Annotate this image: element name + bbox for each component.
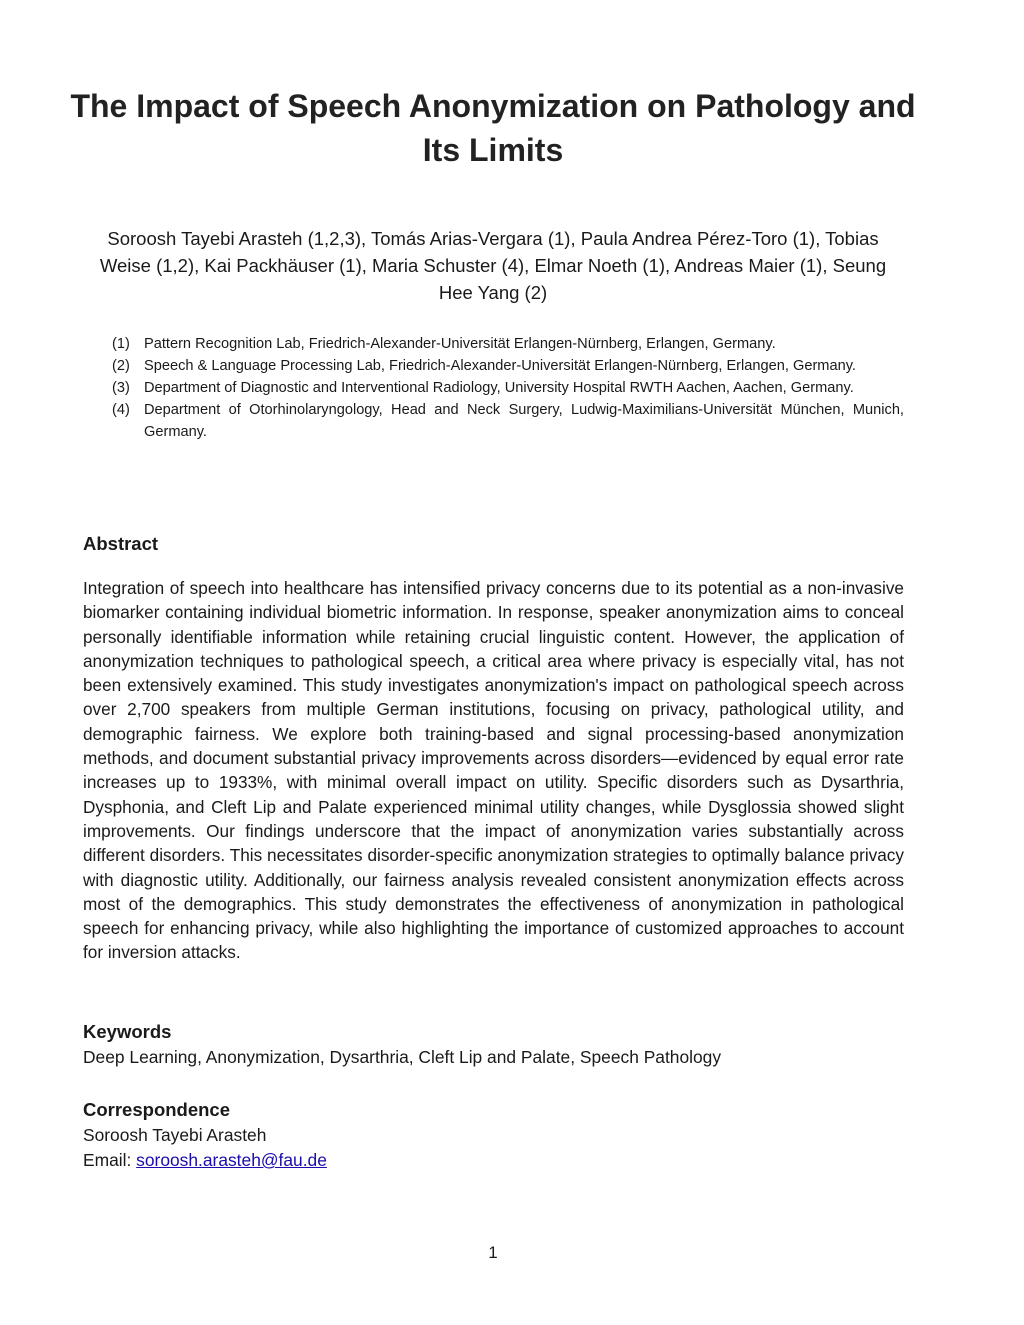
author-list: Soroosh Tayebi Arasteh (1,2,3), Tomás Arias-Vergara (1), Paula Andrea Pérez-Toro (1), Tobias Weise (1,2), Kai Packhäuser (1), Maria Schuster (4), Elmar Noeth (1), Andreas Maier (1), Seung Hee Yang (2) (99, 228, 887, 303)
affiliation-text: Department of Otorhinolaryngology, Head and Neck Surgery, Ludwig-Maximilians-Universität München, Munich, Germany. (144, 402, 904, 440)
keywords-heading: Keywords (83, 1021, 172, 1042)
affiliation-list (112, 333, 904, 443)
affiliation-item (112, 355, 904, 377)
correspondence-email-line (83, 1148, 327, 1172)
affiliation-number: (1) (112, 336, 130, 352)
page-number: 1 (488, 1243, 498, 1262)
email-link[interactable]: soroosh.arasteh@fau.de (136, 1150, 327, 1170)
affiliation-number: (4) (112, 402, 130, 418)
affiliation-number: (2) (112, 358, 130, 374)
affiliation-number: (3) (112, 380, 130, 396)
keywords-text: Deep Learning, Anonymization, Dysarthria, Cleft Lip and Palate, Speech Pathology (83, 1047, 722, 1067)
affiliation-text: Department of Diagnostic and Interventional Radiology, University Hospital RWTH Aachen, Aachen, Germany. (144, 380, 854, 396)
affiliation-text: Speech & Language Processing Lab, Friedrich-Alexander-Universität Erlangen-Nürnberg, Erlangen, Germany. (144, 358, 856, 374)
abstract-text: Integration of speech into healthcare has intensified privacy concerns due to its potential as a non-invasive biomarker containing individual biometric information. In response, speaker anonymization aims to conceal personally identifiable information while retaining crucial linguistic content. However, the application of anonymization techniques to pathological speech, a critical area where privacy is especially vital, has not been extensively examined. This study investigates anonymization's impact on pathological speech across over 2,700 speakers from multiple German institutions, focusing on privacy, pathological utility, and demographic fairness. We explore both training-based and signal processing-based anonymization methods, and document substantial privacy improvements across disorders—evidenced by equal error rate increases up to 1933%, with minimal overall impact on utility. Specific disorders such as Dysarthria, Dysphonia, and Cleft Lip and Palate experienced minimal utility changes, while Dysglossia showed slight improvements. Our findings underscore that the impact of anonymization varies substantially across different disorders. This necessitates disorder-specific anonymization strategies to optimally balance privacy with diagnostic utility. Additionally, our fairness analysis revealed consistent anonymization effects across most of the demographics. This study demonstrates the effectiveness of anonymization in pathological speech for enhancing privacy, while also highlighting the importance of customized approaches to account for inversion attacks. (83, 578, 904, 963)
affiliation-item (112, 399, 904, 443)
affiliation-text: Pattern Recognition Lab, Friedrich-Alexander-Universität Erlangen-Nürnberg, Erlangen, Germany. (144, 336, 776, 352)
affiliation-item (112, 377, 904, 399)
abstract-heading: Abstract (83, 533, 159, 554)
email-label: Email: (83, 1150, 137, 1170)
paper-title: The Impact of Speech Anonymization on Pathology and Its Limits (70, 88, 916, 168)
correspondence-name: Soroosh Tayebi Arasteh (83, 1125, 267, 1145)
correspondence-heading: Correspondence (83, 1099, 231, 1120)
affiliation-item (112, 333, 904, 355)
